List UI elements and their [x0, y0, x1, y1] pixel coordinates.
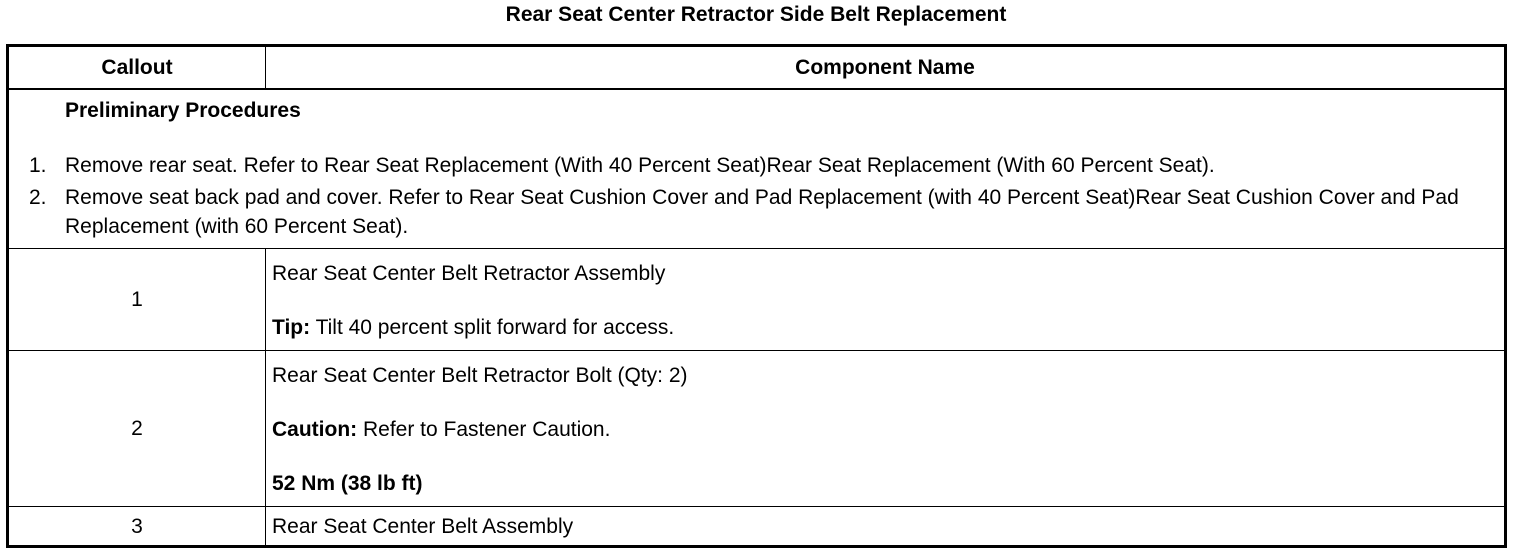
preliminary-step — [29, 151, 1494, 180]
component-name: Rear Seat Center Belt Retractor Bolt (Qty: 2) — [272, 364, 688, 387]
component-name-column-header: Component Name — [266, 46, 1506, 90]
torque-spec: 52 Nm (38 lb ft) — [272, 472, 423, 495]
callout-column-header: Callout — [8, 46, 266, 90]
tip-note — [272, 313, 1498, 342]
caution-text: Refer to Fastener Caution. — [357, 418, 611, 441]
procedure-table — [6, 44, 1507, 548]
table-row — [8, 249, 1506, 351]
page-title: Rear Seat Center Retractor Side Belt Replacement — [505, 3, 1007, 26]
caution-label: Caution: — [272, 418, 358, 441]
header-row — [8, 46, 1506, 90]
preliminary-step — [29, 183, 1494, 241]
callout-number: 1 — [8, 249, 266, 351]
component-cell — [266, 507, 1506, 547]
step-text: Remove seat back pad and cover. Refer to Rear Seat Cushion Cover and Pad Replacement (with 40 Percent Seat)Rear Seat Cushion Cover and Pad Replacement (with 60 Percent Seat). — [65, 186, 1459, 238]
table-row — [8, 351, 1506, 507]
step-number: 2. — [29, 186, 47, 209]
component-name: Rear Seat Center Belt Retractor Assembly — [272, 262, 666, 285]
preliminary-steps — [19, 151, 1494, 241]
caution-note — [272, 415, 1498, 444]
table-row — [8, 507, 1506, 547]
component-cell — [266, 249, 1506, 351]
component-cell — [266, 351, 1506, 507]
preliminary-heading: Preliminary Procedures — [65, 99, 301, 122]
step-number: 1. — [29, 154, 47, 177]
callout-number: 2 — [8, 351, 266, 507]
preliminary-row — [8, 89, 1506, 249]
tip-text: Tilt 40 percent split forward for access. — [310, 316, 675, 339]
preliminary-procedures — [8, 89, 1506, 249]
callout-number: 3 — [8, 507, 266, 547]
component-name: Rear Seat Center Belt Assembly — [272, 515, 574, 538]
tip-label: Tip: — [272, 316, 311, 339]
step-text: Remove rear seat. Refer to Rear Seat Replacement (With 40 Percent Seat)Rear Seat Replacement (With 60 Percent Seat). — [65, 154, 1215, 177]
